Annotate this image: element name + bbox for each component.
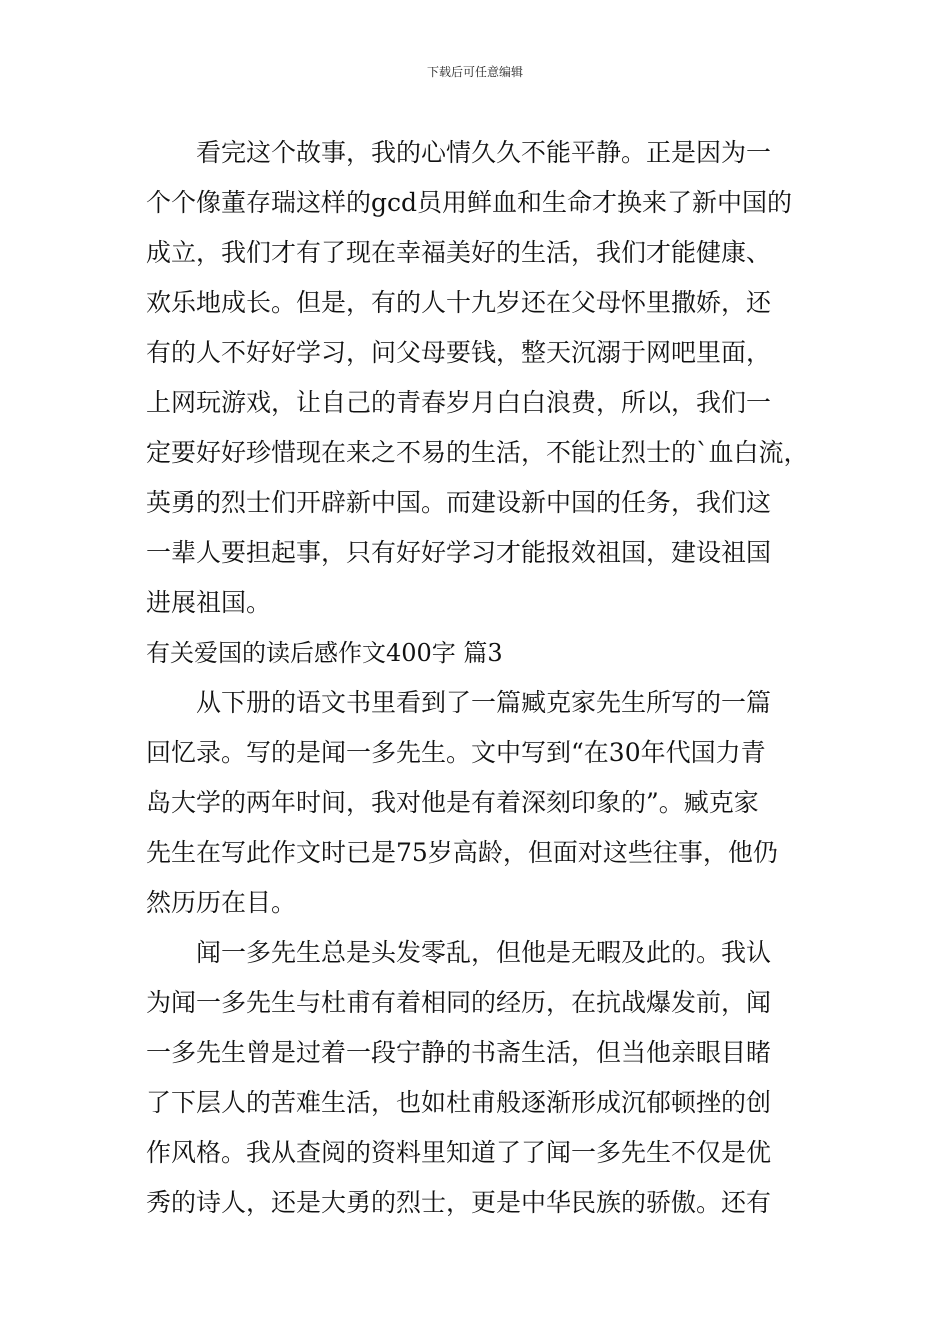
heading-line: 有关爱国的读后感作文400字 篇3 [146,639,503,667]
paragraph-memoir-intro [146,678,818,928]
text-line: 为闻一多先生与杜甫有着相同的经历，在抗战爆发前，闻 [146,988,772,1017]
text-line: 闻一多先生总是头发零乱，但他是无暇及此的。我认 [146,938,772,967]
text-line: 先生在写此作文时已是75岁高龄，但面对这些往事，他仍 [146,838,778,867]
text-line: 看完这个故事，我的心情久久不能平静。正是因为一 [146,138,772,167]
text-line: 欢乐地成长。但是，有的人十九岁还在父母怀里撒娇，还 [146,288,772,317]
paragraph-wen-yiduo [146,928,818,1228]
text-line: 有的人不好好学习，问父母要钱，整天沉溺于网吧里面， [146,338,772,367]
text-line: 从下册的语文书里看到了一篇臧克家先生所写的一篇 [146,688,772,717]
text-line: 一多先生曾是过着一段宁静的书斋生活，但当他亲眼目睹 [146,1038,772,1067]
text-line: 秀的诗人，还是大勇的烈士，更是中华民族的骄傲。还有 [146,1188,772,1217]
text-line: 上网玩游戏，让自己的青春岁月白白浪费，所以，我们一 [146,388,772,417]
text-line: 了下层人的苦难生活，也如杜甫般逐渐形成沉郁顿挫的创 [146,1088,772,1117]
text-line: 个个像董存瑞这样的gcd员用鲜血和生命才换来了新中国的 [146,188,793,217]
section-heading [146,628,818,678]
paragraph-story-reflection [146,128,818,628]
text-line: 进展祖国。 [146,588,272,617]
page-header: 下载后可任意编辑 [426,65,523,79]
text-line: 一辈人要担起事，只有好好学习才能报效祖国，建设祖国 [146,538,772,567]
text-line: 回忆录。写的是闻一多先生。文中写到“在30年代国力青 [146,738,766,767]
text-line: 岛大学的两年时间，我对他是有着深刻印象的”。臧克家 [146,788,759,817]
text-line: 然历历在目。 [146,888,297,917]
text-line: 作风格。我从查阅的资料里知道了了闻一多先生不仅是优 [146,1138,772,1167]
text-line: 定要好好珍惜现在来之不易的生活，不能让烈士的`血白流， [146,438,809,467]
text-line: 成立，我们才有了现在幸福美好的生活，我们才能健康、 [146,238,772,267]
document-body [146,128,818,1228]
text-line: 英勇的烈士们开辟新中国。而建设新中国的任务，我们这 [146,488,772,517]
